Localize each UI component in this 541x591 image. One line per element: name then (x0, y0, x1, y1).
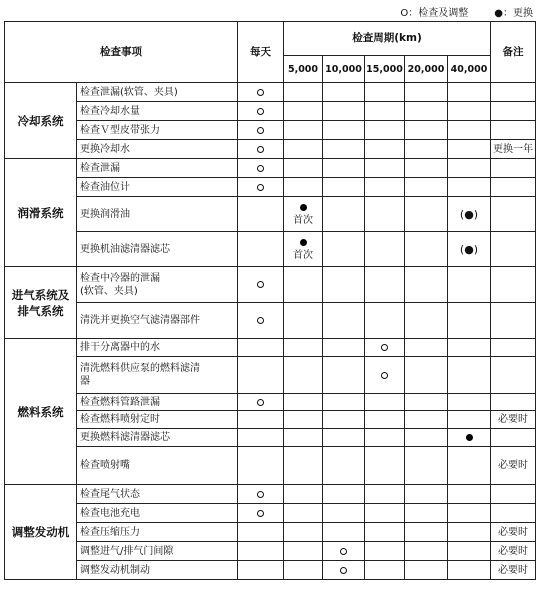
item-label: 检查燃料喷射定时 (77, 411, 238, 429)
check-mark (257, 399, 264, 406)
table-row (5, 447, 536, 485)
item-label: 检查油位计 (77, 178, 238, 197)
remark-cell: 更换一年 (491, 140, 536, 159)
table-row (5, 197, 536, 232)
remark-cell: 必要时 (491, 411, 536, 429)
header-item: 检查事项 (5, 22, 238, 83)
check-mark (340, 567, 347, 574)
table-row (5, 159, 536, 178)
first-time-label: 首次 (293, 250, 313, 261)
item-label: 检查电池充电 (77, 504, 238, 523)
table-row (5, 394, 536, 411)
category-fuel: 燃料系统 (5, 339, 77, 485)
item-label-line2: 器 (80, 376, 90, 387)
optional-replace-mark: (●) (448, 232, 491, 267)
item-label: 检查泄漏 (77, 159, 238, 178)
remark-cell: 必要时 (491, 447, 536, 485)
check-mark (257, 317, 264, 324)
item-label (77, 267, 238, 303)
category-engine: 调整发动机 (5, 485, 77, 580)
check-mark (257, 108, 264, 115)
item-label: 调整进气/排气门间隙 (77, 542, 238, 561)
item-label: 检查泄漏(软管、夹具) (77, 83, 238, 102)
check-mark (257, 146, 264, 153)
check-mark (257, 165, 264, 172)
legend-replace: ●：更换 (494, 8, 533, 19)
table-row (5, 411, 536, 429)
item-label-line1: 清洗燃料供应泵的燃料滤清 (80, 363, 200, 374)
item-label: 检查喷射嘴 (77, 447, 238, 485)
header-km-5000: 5,000 (284, 56, 323, 83)
replace-mark (466, 434, 473, 441)
check-mark (340, 548, 347, 555)
table-row (5, 357, 536, 394)
item-label-line2: (软管、夹具) (80, 285, 138, 297)
replace-mark (300, 204, 307, 211)
category-intake-line2: 排气系统 (17, 303, 64, 318)
check-mark (257, 510, 264, 517)
table-row (5, 523, 536, 542)
header-km-15000: 15,000 (365, 56, 405, 83)
remark-cell: 必要时 (491, 561, 536, 580)
check-mark (381, 372, 388, 379)
header-remark: 备注 (491, 22, 536, 83)
check-mark (257, 184, 264, 191)
item-label: 检查尾气状态 (77, 485, 238, 504)
item-label: 更换机油滤清器滤芯 (77, 232, 238, 267)
optional-replace-mark: (●) (448, 197, 491, 232)
item-label-line1: 检查中冷器的泄漏 (80, 272, 160, 284)
check-mark (257, 281, 264, 288)
item-label: 更换润滑油 (77, 197, 238, 232)
item-label: 检查压缩压力 (77, 523, 238, 542)
table-row (5, 102, 536, 121)
item-label: 调整发动机制动 (77, 561, 238, 580)
item-label: 清洗并更换空气滤清器部件 (77, 303, 238, 339)
table-row (5, 542, 536, 561)
first-time-label: 首次 (293, 215, 313, 226)
category-intake-line1: 进气系统及 (11, 287, 70, 302)
check-mark (257, 89, 264, 96)
category-intake-exhaust (5, 267, 77, 339)
remark-cell: 必要时 (491, 523, 536, 542)
header-km-10000: 10,000 (323, 56, 365, 83)
table-row (5, 232, 536, 267)
legend (400, 4, 533, 19)
header-period: 检查周期(km) (284, 22, 491, 56)
item-label: 更换燃料滤清器滤芯 (77, 429, 238, 447)
check-mark (381, 344, 388, 351)
table-row (5, 303, 536, 339)
item-label: 检查Ｖ型皮带张力 (77, 121, 238, 140)
category-cooling: 冷却系统 (5, 83, 77, 159)
table-row (5, 178, 536, 197)
table-row (5, 83, 536, 102)
table-row (5, 140, 536, 159)
item-label: 更换冷却水 (77, 140, 238, 159)
table-row (5, 267, 536, 303)
table-row (5, 504, 536, 523)
table-row (5, 429, 536, 447)
category-lubrication: 润滑系统 (5, 159, 77, 267)
table-row (5, 339, 536, 357)
maintenance-table (4, 21, 536, 580)
item-label (77, 357, 238, 394)
check-mark (257, 491, 264, 498)
table-row (5, 485, 536, 504)
replace-mark (300, 239, 307, 246)
item-label: 排干分离器中的水 (77, 339, 238, 357)
check-mark (257, 127, 264, 134)
header-km-40000: 40,000 (448, 56, 491, 83)
remark-cell: 必要时 (491, 542, 536, 561)
item-label: 检查燃料管路泄漏 (77, 394, 238, 411)
table-row (5, 121, 536, 140)
header-km-20000: 20,000 (405, 56, 448, 83)
item-label: 检查冷却水量 (77, 102, 238, 121)
header-daily: 每天 (238, 22, 284, 83)
table-row (5, 561, 536, 580)
legend-check-adjust: O：检查及调整 (400, 8, 469, 19)
